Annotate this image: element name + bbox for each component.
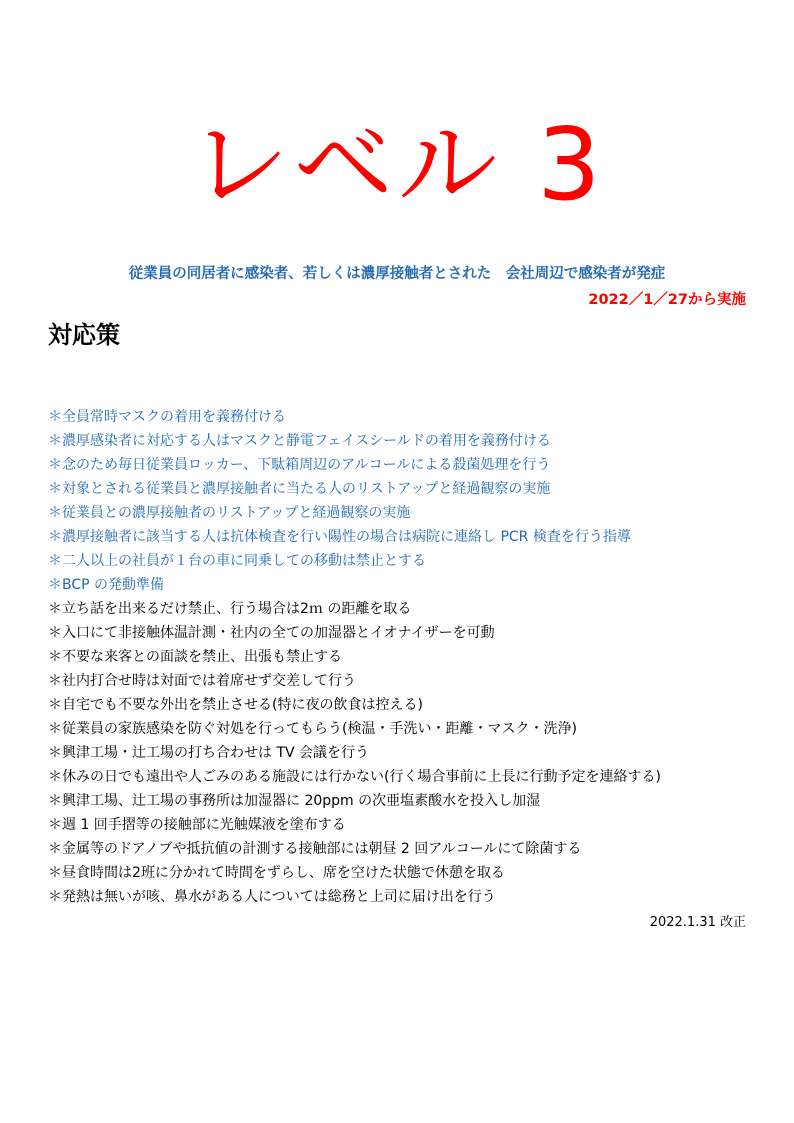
- measure-item: ＊発熱は無いが咳、鼻水がある人については総務と上司に届け出を行う: [48, 889, 496, 905]
- measure-item: ＊入口にて非接触体温計測・社内の全ての加湿器とイオナイザーを可動: [48, 625, 495, 641]
- measure-item: ＊週 1 回手摺等の接触部に光触媒液を塗布する: [48, 817, 346, 833]
- measure-item: ＊興津工場・辻工場の打ち合わせは TV 会議を行う: [48, 745, 370, 761]
- measure-item: ＊立ち話を出来るだけ禁止、行う場合は2ｍ の距離を取る: [48, 601, 412, 617]
- measures-list: [48, 405, 768, 909]
- measure-item: ＊二人以上の社員が１台の車に同乗しての移動は禁止とする: [48, 553, 426, 569]
- measure-item: ＊不要な来客との面談を禁止、出張も禁止する: [48, 649, 342, 665]
- measure-item: ＊社内打合せ時は対面では着席せず交差して行う: [48, 673, 356, 689]
- measure-item: ＊興津工場、辻工場の事務所は加湿器に 20ppm の次亜塩素酸水を投入し加湿: [48, 793, 541, 809]
- section-heading: 対応策: [48, 321, 120, 349]
- measure-item: ＊全員常時マスクの着用を義務付ける: [48, 409, 286, 425]
- measure-item: ＊従業員との濃厚接触者のリストアップと経過観察の実施: [48, 505, 411, 521]
- measure-item: ＊BCP の発動準備: [48, 577, 165, 593]
- measure-item: ＊従業員の家族感染を防ぐ対処を行ってもらう(検温・手洗い・距離・マスク・洗浄): [48, 721, 577, 737]
- measure-item: ＊金属等のドアノブや抵抗値の計測する接触部には朝昼 2 回アルコールにて除菌する: [48, 841, 582, 857]
- effective-date: 2022／1／27から実施: [588, 292, 746, 308]
- measure-item: ＊昼食時間は2班に分かれて時間をずらし、席を空けた状態で休憩を取る: [48, 865, 505, 881]
- measure-item: ＊自宅でも不要な外出を禁止させる(特に夜の飲食は控える): [48, 697, 423, 713]
- condition-statement: 従業員の同居者に感染者、若しくは濃厚接触者とされた 会社周辺で感染者が発症: [128, 266, 666, 282]
- level-title: レベル 3: [189, 106, 605, 223]
- measure-item: ＊念のため毎日従業員ロッカー、下駄箱周辺のアルコールによる殺菌処理を行う: [48, 457, 551, 473]
- measure-item: ＊対象とされる従業員と濃厚接触者に当たる人のリストアップと経過観察の実施: [48, 481, 551, 497]
- measure-item: ＊濃厚接触者に該当する人は抗体検査を行い陽性の場合は病院に連絡し PCR 検査を行う指導: [48, 529, 631, 545]
- revision-date: 2022.1.31 改正: [649, 915, 746, 930]
- measure-item: ＊休みの日でも遠出や人ごみのある施設には行かない(行く場合事前に上長に行動予定を連絡する): [48, 769, 661, 785]
- measure-item: ＊濃厚感染者に対応する人はマスクと静電フェイスシールドの着用を義務付ける: [48, 433, 551, 449]
